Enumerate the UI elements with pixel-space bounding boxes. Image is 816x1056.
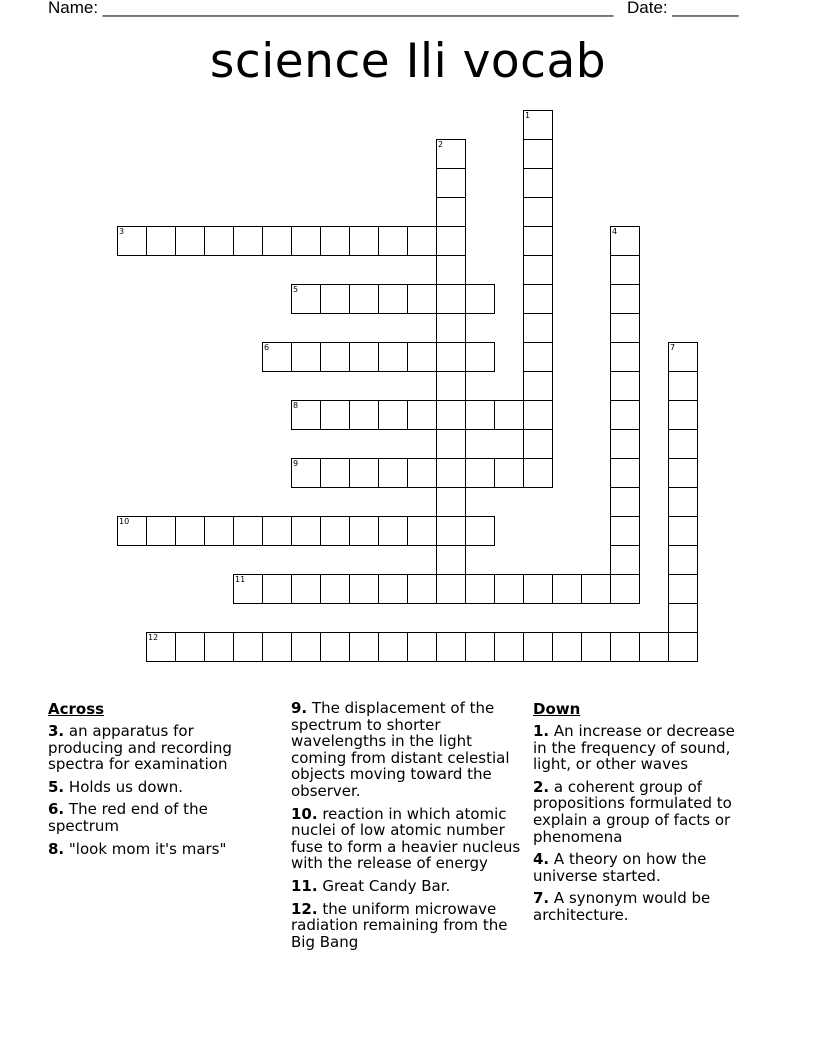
grid-cell[interactable] bbox=[610, 516, 640, 546]
grid-cell[interactable] bbox=[436, 284, 466, 314]
clue-number: 8. bbox=[48, 839, 65, 858]
clue-item bbox=[291, 901, 527, 951]
clue-item bbox=[291, 700, 527, 800]
grid-cell[interactable] bbox=[610, 255, 640, 285]
grid-cell[interactable] bbox=[349, 632, 379, 662]
grid-cell[interactable] bbox=[668, 342, 698, 372]
down-heading: Down bbox=[533, 700, 581, 718]
clue-number-label: 8 bbox=[293, 401, 299, 410]
grid-cell[interactable] bbox=[291, 458, 321, 488]
grid-cell[interactable] bbox=[117, 226, 147, 256]
grid-cell[interactable] bbox=[349, 574, 379, 604]
clue-item bbox=[48, 801, 248, 834]
grid-cell[interactable] bbox=[581, 574, 611, 604]
grid-cell[interactable] bbox=[291, 574, 321, 604]
clue-number-label: 5 bbox=[293, 285, 299, 294]
clue-number-label: 1 bbox=[525, 111, 531, 120]
grid-cell[interactable] bbox=[610, 487, 640, 517]
grid-cell[interactable] bbox=[291, 632, 321, 662]
clue-item bbox=[533, 851, 743, 884]
grid-cell[interactable] bbox=[407, 516, 437, 546]
clue-number-label: 7 bbox=[670, 343, 676, 352]
grid-cell[interactable] bbox=[407, 632, 437, 662]
clue-text: an apparatus for producing and recording spectra for examination bbox=[48, 722, 232, 774]
grid-cell[interactable] bbox=[146, 516, 176, 546]
grid-cell[interactable] bbox=[233, 632, 263, 662]
grid-cell[interactable] bbox=[320, 226, 350, 256]
across-column bbox=[48, 700, 248, 863]
grid-cell[interactable] bbox=[320, 574, 350, 604]
grid-cell[interactable] bbox=[465, 516, 495, 546]
grid-cell[interactable] bbox=[610, 371, 640, 401]
grid-cell[interactable] bbox=[291, 342, 321, 372]
grid-cell[interactable] bbox=[436, 458, 466, 488]
grid-cell[interactable] bbox=[668, 603, 698, 633]
grid-cell[interactable] bbox=[407, 458, 437, 488]
grid-cell[interactable] bbox=[378, 574, 408, 604]
clue-text: The displacement of the spectrum to shorter wavelengths in the light coming from distant celestial objects moving toward the observer. bbox=[291, 699, 510, 800]
grid-cell[interactable] bbox=[523, 284, 553, 314]
grid-cell[interactable] bbox=[233, 574, 263, 604]
clue-number: 7. bbox=[533, 889, 550, 908]
clue-number: 5. bbox=[48, 777, 65, 796]
grid-cell[interactable] bbox=[378, 284, 408, 314]
clue-item bbox=[533, 779, 743, 845]
grid-cell[interactable] bbox=[436, 255, 466, 285]
clue-item bbox=[48, 779, 248, 796]
grid-cell[interactable] bbox=[552, 632, 582, 662]
clue-number: 10. bbox=[291, 804, 318, 823]
clue-number-label: 9 bbox=[293, 459, 299, 468]
grid-cell[interactable] bbox=[668, 516, 698, 546]
grid-cell[interactable] bbox=[494, 458, 524, 488]
grid-cell[interactable] bbox=[610, 632, 640, 662]
grid-cell[interactable] bbox=[320, 632, 350, 662]
clue-text: A synonym would be architecture. bbox=[533, 889, 711, 924]
grid-cell[interactable] bbox=[291, 516, 321, 546]
grid-cell[interactable] bbox=[465, 632, 495, 662]
grid-cell[interactable] bbox=[436, 342, 466, 372]
grid-cell[interactable] bbox=[175, 516, 205, 546]
grid-cell[interactable] bbox=[581, 632, 611, 662]
grid-cell[interactable] bbox=[465, 458, 495, 488]
grid-cell[interactable] bbox=[349, 226, 379, 256]
grid-cell[interactable] bbox=[378, 516, 408, 546]
grid-cell[interactable] bbox=[320, 400, 350, 430]
grid-cell[interactable] bbox=[668, 400, 698, 430]
clue-text: Great Candy Bar. bbox=[317, 876, 451, 895]
grid-cell[interactable] bbox=[436, 516, 466, 546]
grid-cell[interactable] bbox=[523, 110, 553, 140]
clue-number: 6. bbox=[48, 800, 65, 819]
grid-cell[interactable] bbox=[262, 342, 292, 372]
clue-number: 1. bbox=[533, 722, 550, 740]
clue-text: An increase or decrease in the frequency of sound, light, or other waves bbox=[533, 722, 735, 774]
grid-cell[interactable] bbox=[436, 545, 466, 575]
grid-cell[interactable] bbox=[378, 226, 408, 256]
grid-cell[interactable] bbox=[349, 342, 379, 372]
grid-cell[interactable] bbox=[407, 574, 437, 604]
grid-cell[interactable] bbox=[668, 545, 698, 575]
down-clue-list bbox=[533, 723, 743, 924]
grid-cell[interactable] bbox=[436, 139, 466, 169]
grid-cell[interactable] bbox=[378, 632, 408, 662]
grid-cell[interactable] bbox=[523, 429, 553, 459]
grid-cell[interactable] bbox=[668, 574, 698, 604]
grid-cell[interactable] bbox=[320, 284, 350, 314]
grid-cell[interactable] bbox=[436, 574, 466, 604]
grid-cell[interactable] bbox=[436, 371, 466, 401]
grid-cell[interactable] bbox=[378, 342, 408, 372]
grid-cell[interactable] bbox=[523, 139, 553, 169]
grid-cell[interactable] bbox=[523, 313, 553, 343]
grid-cell[interactable] bbox=[233, 516, 263, 546]
grid-cell[interactable] bbox=[436, 400, 466, 430]
clue-text: a coherent group of propositions formulated to explain a group of facts or phenomena bbox=[533, 777, 732, 846]
grid-cell[interactable] bbox=[146, 226, 176, 256]
grid-cell[interactable] bbox=[668, 632, 698, 662]
grid-cell[interactable] bbox=[407, 226, 437, 256]
grid-cell[interactable] bbox=[262, 574, 292, 604]
grid-cell[interactable] bbox=[465, 342, 495, 372]
name-field: Name: ______________________________________________________ bbox=[48, 0, 614, 17]
grid-cell[interactable] bbox=[349, 458, 379, 488]
grid-cell[interactable] bbox=[523, 197, 553, 227]
grid-cell[interactable] bbox=[523, 400, 553, 430]
grid-cell[interactable] bbox=[610, 545, 640, 575]
grid-cell[interactable] bbox=[262, 632, 292, 662]
grid-cell[interactable] bbox=[523, 168, 553, 198]
grid-cell[interactable] bbox=[465, 284, 495, 314]
grid-cell[interactable] bbox=[291, 226, 321, 256]
grid-cell[interactable] bbox=[552, 574, 582, 604]
clue-text: "look mom it's mars" bbox=[64, 839, 227, 858]
clue-number-label: 10 bbox=[119, 517, 130, 526]
clue-number: 11. bbox=[291, 876, 318, 895]
grid-cell[interactable] bbox=[610, 400, 640, 430]
grid-cell[interactable] bbox=[262, 516, 292, 546]
clue-item bbox=[291, 878, 527, 895]
grid-cell[interactable] bbox=[523, 371, 553, 401]
puzzle-title: science Ili vocab bbox=[209, 34, 607, 89]
grid-cell[interactable] bbox=[262, 226, 292, 256]
grid-cell[interactable] bbox=[320, 342, 350, 372]
clue-number: 3. bbox=[48, 722, 65, 740]
grid-cell[interactable] bbox=[494, 400, 524, 430]
grid-cell[interactable] bbox=[349, 284, 379, 314]
grid-cell[interactable] bbox=[204, 516, 234, 546]
grid-cell[interactable] bbox=[349, 400, 379, 430]
grid-cell[interactable] bbox=[349, 516, 379, 546]
grid-cell[interactable] bbox=[668, 487, 698, 517]
grid-cell[interactable] bbox=[378, 458, 408, 488]
clue-item bbox=[291, 806, 527, 872]
grid-cell[interactable] bbox=[291, 400, 321, 430]
across-clue-list-continued bbox=[291, 700, 527, 950]
down-column bbox=[533, 700, 743, 930]
grid-cell[interactable] bbox=[436, 313, 466, 343]
grid-cell[interactable] bbox=[407, 342, 437, 372]
clue-number-label: 12 bbox=[148, 633, 159, 642]
across-clue-list bbox=[48, 723, 248, 857]
grid-cell[interactable] bbox=[146, 632, 176, 662]
grid-cell[interactable] bbox=[117, 516, 147, 546]
clue-number: 4. bbox=[533, 850, 550, 869]
grid-cell[interactable] bbox=[436, 429, 466, 459]
grid-cell[interactable] bbox=[436, 168, 466, 198]
clue-item bbox=[48, 723, 248, 773]
grid-cell[interactable] bbox=[233, 226, 263, 256]
grid-cell[interactable] bbox=[610, 313, 640, 343]
grid-cell[interactable] bbox=[436, 226, 466, 256]
across-heading: Across bbox=[48, 700, 105, 718]
grid-cell[interactable] bbox=[407, 400, 437, 430]
across-column-continued bbox=[291, 700, 527, 956]
grid-cell[interactable] bbox=[610, 342, 640, 372]
grid-cell[interactable] bbox=[610, 574, 640, 604]
grid-cell[interactable] bbox=[204, 226, 234, 256]
grid-cell[interactable] bbox=[291, 284, 321, 314]
clue-text: The red end of the spectrum bbox=[48, 800, 208, 835]
clue-text: the uniform microwave radiation remaining from the Big Bang bbox=[291, 899, 508, 951]
grid-cell[interactable] bbox=[436, 632, 466, 662]
clue-text: Holds us down. bbox=[64, 777, 183, 796]
clue-number-label: 11 bbox=[235, 575, 246, 584]
grid-cell[interactable] bbox=[523, 632, 553, 662]
grid-cell[interactable] bbox=[523, 458, 553, 488]
clue-number-label: 2 bbox=[438, 140, 444, 149]
grid-cell[interactable] bbox=[320, 516, 350, 546]
grid-cell[interactable] bbox=[639, 632, 669, 662]
grid-cell[interactable] bbox=[668, 371, 698, 401]
grid-cell[interactable] bbox=[494, 574, 524, 604]
clue-number-label: 3 bbox=[119, 227, 125, 236]
grid-cell[interactable] bbox=[175, 632, 205, 662]
grid-cell[interactable] bbox=[523, 226, 553, 256]
grid-cell[interactable] bbox=[465, 574, 495, 604]
grid-cell[interactable] bbox=[436, 197, 466, 227]
grid-cell[interactable] bbox=[610, 284, 640, 314]
clue-number: 2. bbox=[533, 777, 550, 796]
grid-cell[interactable] bbox=[668, 458, 698, 488]
grid-cell[interactable] bbox=[494, 632, 524, 662]
clue-number: 12. bbox=[291, 899, 318, 918]
grid-cell[interactable] bbox=[436, 487, 466, 517]
grid-cell[interactable] bbox=[668, 429, 698, 459]
grid-cell[interactable] bbox=[610, 429, 640, 459]
grid-cell[interactable] bbox=[523, 342, 553, 372]
grid-cell[interactable] bbox=[610, 226, 640, 256]
grid-cell[interactable] bbox=[465, 400, 495, 430]
grid-cell[interactable] bbox=[378, 400, 408, 430]
grid-cell[interactable] bbox=[407, 284, 437, 314]
grid-cell[interactable] bbox=[523, 255, 553, 285]
grid-cell[interactable] bbox=[320, 458, 350, 488]
clue-text: A theory on how the universe started. bbox=[533, 850, 707, 885]
clue-text: reaction in which atomic nuclei of low atomic number fuse to form a heavier nucleus with the release of energy bbox=[291, 804, 521, 873]
clue-item bbox=[533, 890, 743, 923]
grid-cell[interactable] bbox=[175, 226, 205, 256]
clue-number-label: 6 bbox=[264, 343, 270, 352]
clue-number: 9. bbox=[291, 699, 308, 717]
clue-number-label: 4 bbox=[612, 227, 618, 236]
clue-item bbox=[48, 841, 248, 858]
grid-cell[interactable] bbox=[523, 574, 553, 604]
grid-cell[interactable] bbox=[610, 458, 640, 488]
date-field: Date: _______ bbox=[627, 0, 739, 17]
grid-cell[interactable] bbox=[204, 632, 234, 662]
clue-item bbox=[533, 723, 743, 773]
